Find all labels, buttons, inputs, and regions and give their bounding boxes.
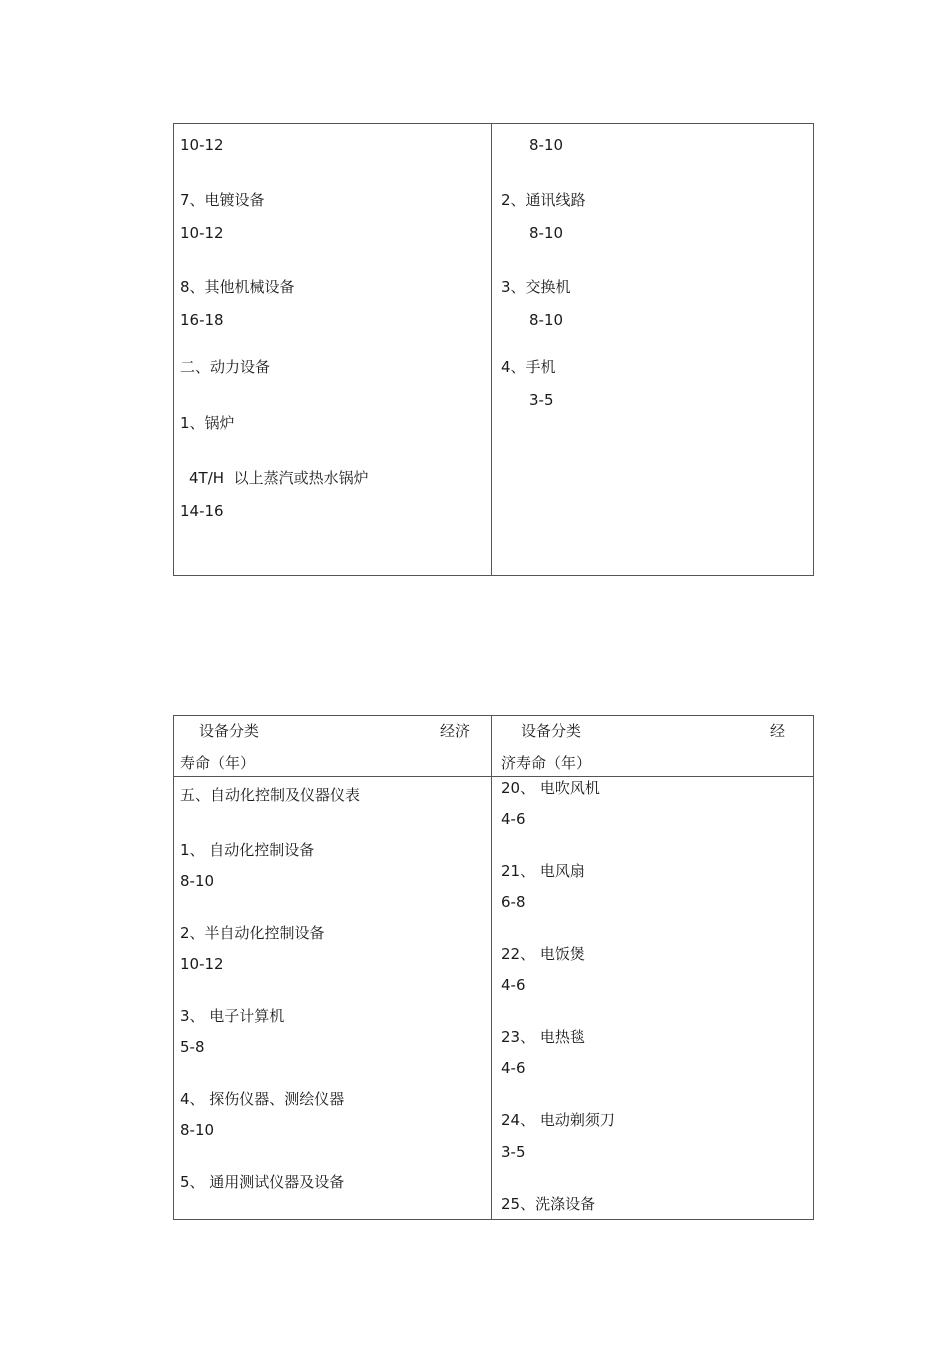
table-2-right-line: 4-6 [501,976,526,994]
table-2-header-divider [173,776,814,777]
table-1-right-line: 8-10 [529,136,564,154]
table-1-column-divider [491,123,492,576]
table-2-left-line: 4、 探伤仪器、测绘仪器 [180,1090,345,1108]
table-2-right-line: 6-8 [501,893,526,911]
table-2-right-line: 25、洗涤设备 [501,1195,596,1213]
table-1-left-line: 1、锅炉 [180,414,235,432]
table-2-header-life: 经济 [440,722,471,740]
table-1-right-line: 8-10 [529,311,564,329]
table-2-header-category: 设备分类 [199,722,260,740]
table-2-left-line: 1、 自动化控制设备 [180,841,315,859]
table-2-right-line: 21、 电风扇 [501,862,585,880]
table-1-left-line: 10-12 [180,224,224,242]
table-2-left-line: 5-8 [180,1038,205,1056]
table-2-left-line: 2、半自动化控制设备 [180,924,325,942]
table-2-left-line: 8-10 [180,1121,215,1139]
table-2-left-line: 8-10 [180,872,215,890]
table-1-left-line: 7、电镀设备 [180,191,265,209]
table-2-header-life: 经 [770,722,786,740]
table-2-right-line: 4-6 [501,810,526,828]
table-2-column-divider [491,715,492,1220]
table-1-left-line: 二、动力设备 [180,358,271,376]
table-1-left-line: 14-16 [180,502,224,520]
table-2-right-line: 3-5 [501,1143,526,1161]
table-1-left-line: 4T/H 以上蒸汽或热水锅炉 [189,469,369,487]
table-2-right-line: 24、 电动剃须刀 [501,1111,615,1129]
table-1-left-line: 8、其他机械设备 [180,278,295,296]
table-1-right-line: 3、交换机 [501,278,571,296]
table-1-right-line: 4、手机 [501,358,556,376]
table-2-left-line: 10-12 [180,955,224,973]
table-2-left-line: 5、 通用测试仪器及设备 [180,1173,345,1191]
table-2-left-line: 3、 电子计算机 [180,1007,285,1025]
table-2-right-line: 4-6 [501,1059,526,1077]
table-2-right-line: 20、 电吹风机 [501,779,600,797]
table-1-left-line: 10-12 [180,136,224,154]
table-2-right-line: 22、 电饭煲 [501,945,585,963]
table-2-header-category: 设备分类 [521,722,582,740]
table-1-right-line: 2、通讯线路 [501,191,586,209]
table-1-right-line: 3-5 [529,391,554,409]
table-1-right-line: 8-10 [529,224,564,242]
table-2-left-line: 五、自动化控制及仪器仪表 [180,786,361,804]
table-2-header-life: 济寿命（年） [501,754,592,772]
table-1-left-line: 16-18 [180,311,224,329]
table-2-right-line: 23、 电热毯 [501,1028,585,1046]
table-1 [173,123,814,576]
table-2-header-life: 寿命（年） [180,754,256,772]
